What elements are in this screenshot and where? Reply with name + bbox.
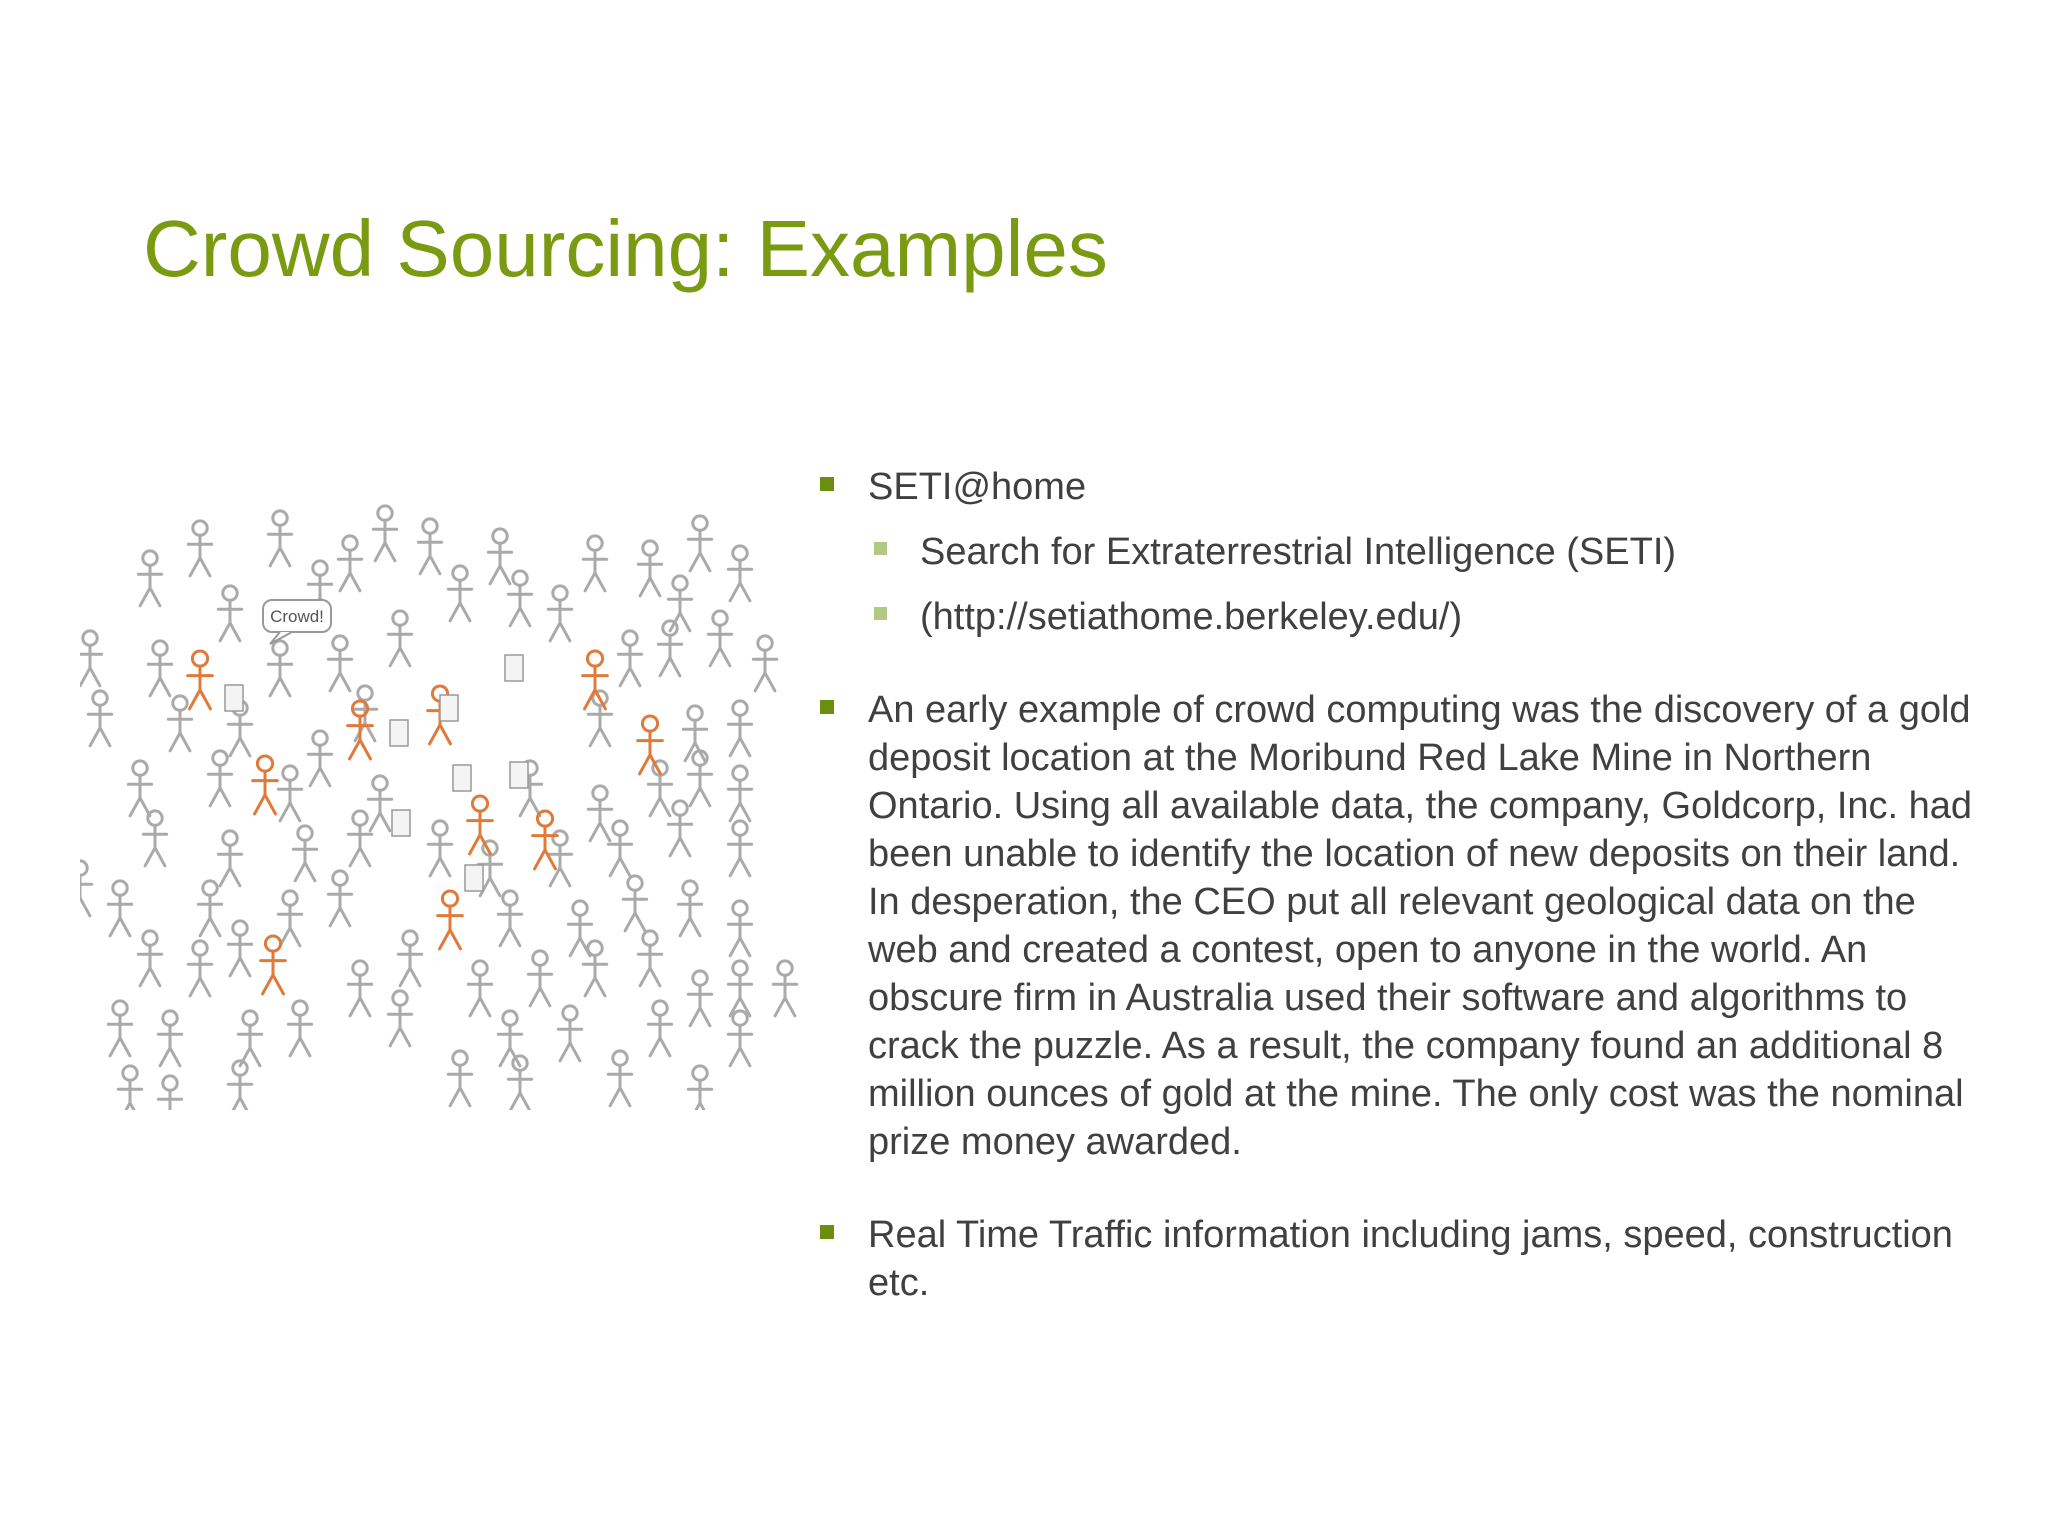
gray-stick-figure (688, 971, 711, 1026)
gray-stick-figure (728, 901, 751, 956)
gray-stick-figure (308, 731, 331, 786)
gray-stick-figure (708, 611, 731, 666)
gray-stick-figure (638, 931, 661, 986)
sub-bullet-seti-name (820, 528, 1980, 576)
gray-stick-figure (328, 636, 351, 691)
gray-stick-figure (138, 931, 161, 986)
gray-stick-figure (238, 1011, 261, 1066)
gray-stick-figure (143, 811, 166, 866)
gray-stick-figure (448, 1051, 471, 1106)
bullet-traffic-text: Real Time Traffic information including jams, speed, construction etc. (868, 1214, 1953, 1304)
gray-stick-figure (128, 761, 151, 816)
gray-stick-figure (688, 751, 711, 806)
gray-stick-figure (668, 801, 691, 856)
gray-stick-figure (138, 551, 161, 606)
gray-stick-figure (608, 1051, 631, 1106)
bullet-goldcorp-text: An early example of crowd computing was the discovery of a gold deposit location at the Moribund Red Lake Mine in Northern Ontario. Using all available data, the company, Goldcorp, Inc. had been unable to identify the location of new deposits on their land. In desperation, the CEO put all relevant geological data on the web and created a contest, open to anyone in the world. An obscure firm in Australia used their software and algorithms to crack the puzzle. As a result, the company found an additional 8 million ounces of gold at the mine. The only cost was the nominal prize money awarded. (868, 689, 1973, 1163)
gray-stick-figure (623, 876, 646, 931)
gray-stick-figure (728, 821, 751, 876)
gray-stick-figure (218, 831, 241, 886)
gray-stick-figure (448, 566, 471, 621)
gray-stick-figure (208, 751, 231, 806)
gray-stick-figure (773, 961, 796, 1016)
bullet-seti-text: SETI@home (868, 466, 1087, 508)
orange-stick-figure (438, 891, 463, 949)
gray-stick-figure (228, 921, 251, 976)
gray-stick-figure (338, 536, 361, 591)
orange-stick-figure (261, 936, 286, 994)
gray-stick-figure (728, 701, 751, 756)
gray-stick-figure (588, 786, 611, 841)
document-icon (510, 762, 528, 788)
gray-stick-figure (398, 931, 421, 986)
document-icon (225, 685, 243, 711)
gray-stick-figure (498, 891, 521, 946)
gray-stick-figure (158, 1011, 181, 1066)
gray-stick-figure (268, 641, 291, 696)
gray-stick-figure (548, 831, 571, 886)
gray-stick-figure (168, 696, 191, 751)
gray-stick-figure (373, 506, 396, 561)
gray-stick-figure (278, 766, 301, 821)
gray-stick-figure (88, 691, 111, 746)
gray-stick-figure (428, 821, 451, 876)
gray-stick-figure (188, 941, 211, 996)
bullet-marker (820, 700, 834, 714)
document-icon (392, 810, 410, 836)
gray-stick-figure (528, 951, 551, 1006)
gray-stick-figure (728, 961, 751, 1016)
document-icon (505, 655, 523, 681)
bullet-seti (820, 463, 1980, 511)
gray-stick-figure (678, 881, 701, 936)
sub-bullet-marker (874, 542, 887, 555)
gray-stick-figure (348, 811, 371, 866)
speech-bubble-label: Crowd! (270, 607, 324, 626)
sub-bullet-seti-url (820, 593, 1980, 641)
gray-stick-figure (388, 611, 411, 666)
gray-stick-figure (753, 636, 776, 691)
gray-stick-figure (288, 1001, 311, 1056)
gray-stick-figure (418, 519, 441, 574)
gray-stick-figure (488, 529, 511, 584)
gray-stick-figure (368, 776, 391, 831)
orange-stick-figure (583, 651, 608, 709)
gray-stick-figure (80, 861, 92, 916)
gray-stick-figure (688, 516, 711, 571)
gray-stick-figure (558, 1006, 581, 1061)
sub-bullet-seti-name-text: Search for Extraterrestrial Intelligence (SETI) (920, 531, 1677, 573)
bullet-marker (820, 1225, 834, 1239)
orange-stick-figure (468, 796, 493, 854)
document-icon (453, 765, 471, 791)
gray-stick-figure (228, 1061, 251, 1110)
document-icon (390, 720, 408, 746)
slide-title: Crowd Sourcing: Examples (143, 204, 1108, 293)
orange-stick-figure (638, 716, 663, 774)
bullet-list (820, 463, 1980, 1307)
gray-stick-figure (468, 961, 491, 1016)
gray-stick-figure (728, 1011, 751, 1066)
gray-stick-figure (188, 521, 211, 576)
gray-stick-figure (328, 871, 351, 926)
speech-bubble (263, 600, 331, 644)
gray-stick-figure (293, 826, 316, 881)
gray-stick-figure (388, 991, 411, 1046)
gray-stick-figure (268, 511, 291, 566)
gray-stick-figure (148, 641, 171, 696)
gray-stick-figure (638, 541, 661, 596)
gray-stick-figure (198, 881, 221, 936)
gray-stick-figure (648, 761, 671, 816)
gray-stick-figure (583, 536, 606, 591)
gray-stick-figure (648, 1001, 671, 1056)
sub-bullet-seti-url-text: (http://setiathome.berkeley.edu/) (920, 596, 1463, 638)
sub-bullet-marker (874, 607, 887, 620)
document-icon (465, 865, 483, 891)
gray-stick-figure (688, 1066, 711, 1110)
gray-stick-figure (728, 546, 751, 601)
crowd-illustration (80, 490, 800, 1110)
gray-stick-figure (608, 821, 631, 876)
gray-stick-figure (158, 1076, 181, 1110)
gray-stick-figure (118, 1066, 141, 1110)
gray-stick-figure (80, 631, 102, 686)
gray-stick-figure (583, 941, 606, 996)
gray-stick-figure (728, 766, 751, 821)
gray-stick-figure (108, 1001, 131, 1056)
document-icon (440, 695, 458, 721)
gray-stick-figure (218, 586, 241, 641)
gray-stick-figure (508, 571, 531, 626)
gray-stick-figure (278, 891, 301, 946)
gray-stick-figure (348, 961, 371, 1016)
bullet-goldcorp (820, 686, 1980, 1166)
bullet-traffic (820, 1211, 1980, 1307)
bullet-marker (820, 477, 834, 491)
orange-stick-figure (253, 756, 278, 814)
orange-stick-figure (188, 651, 213, 709)
gray-stick-figure (548, 586, 571, 641)
gray-stick-figure (618, 631, 641, 686)
gray-stick-figure (108, 881, 131, 936)
